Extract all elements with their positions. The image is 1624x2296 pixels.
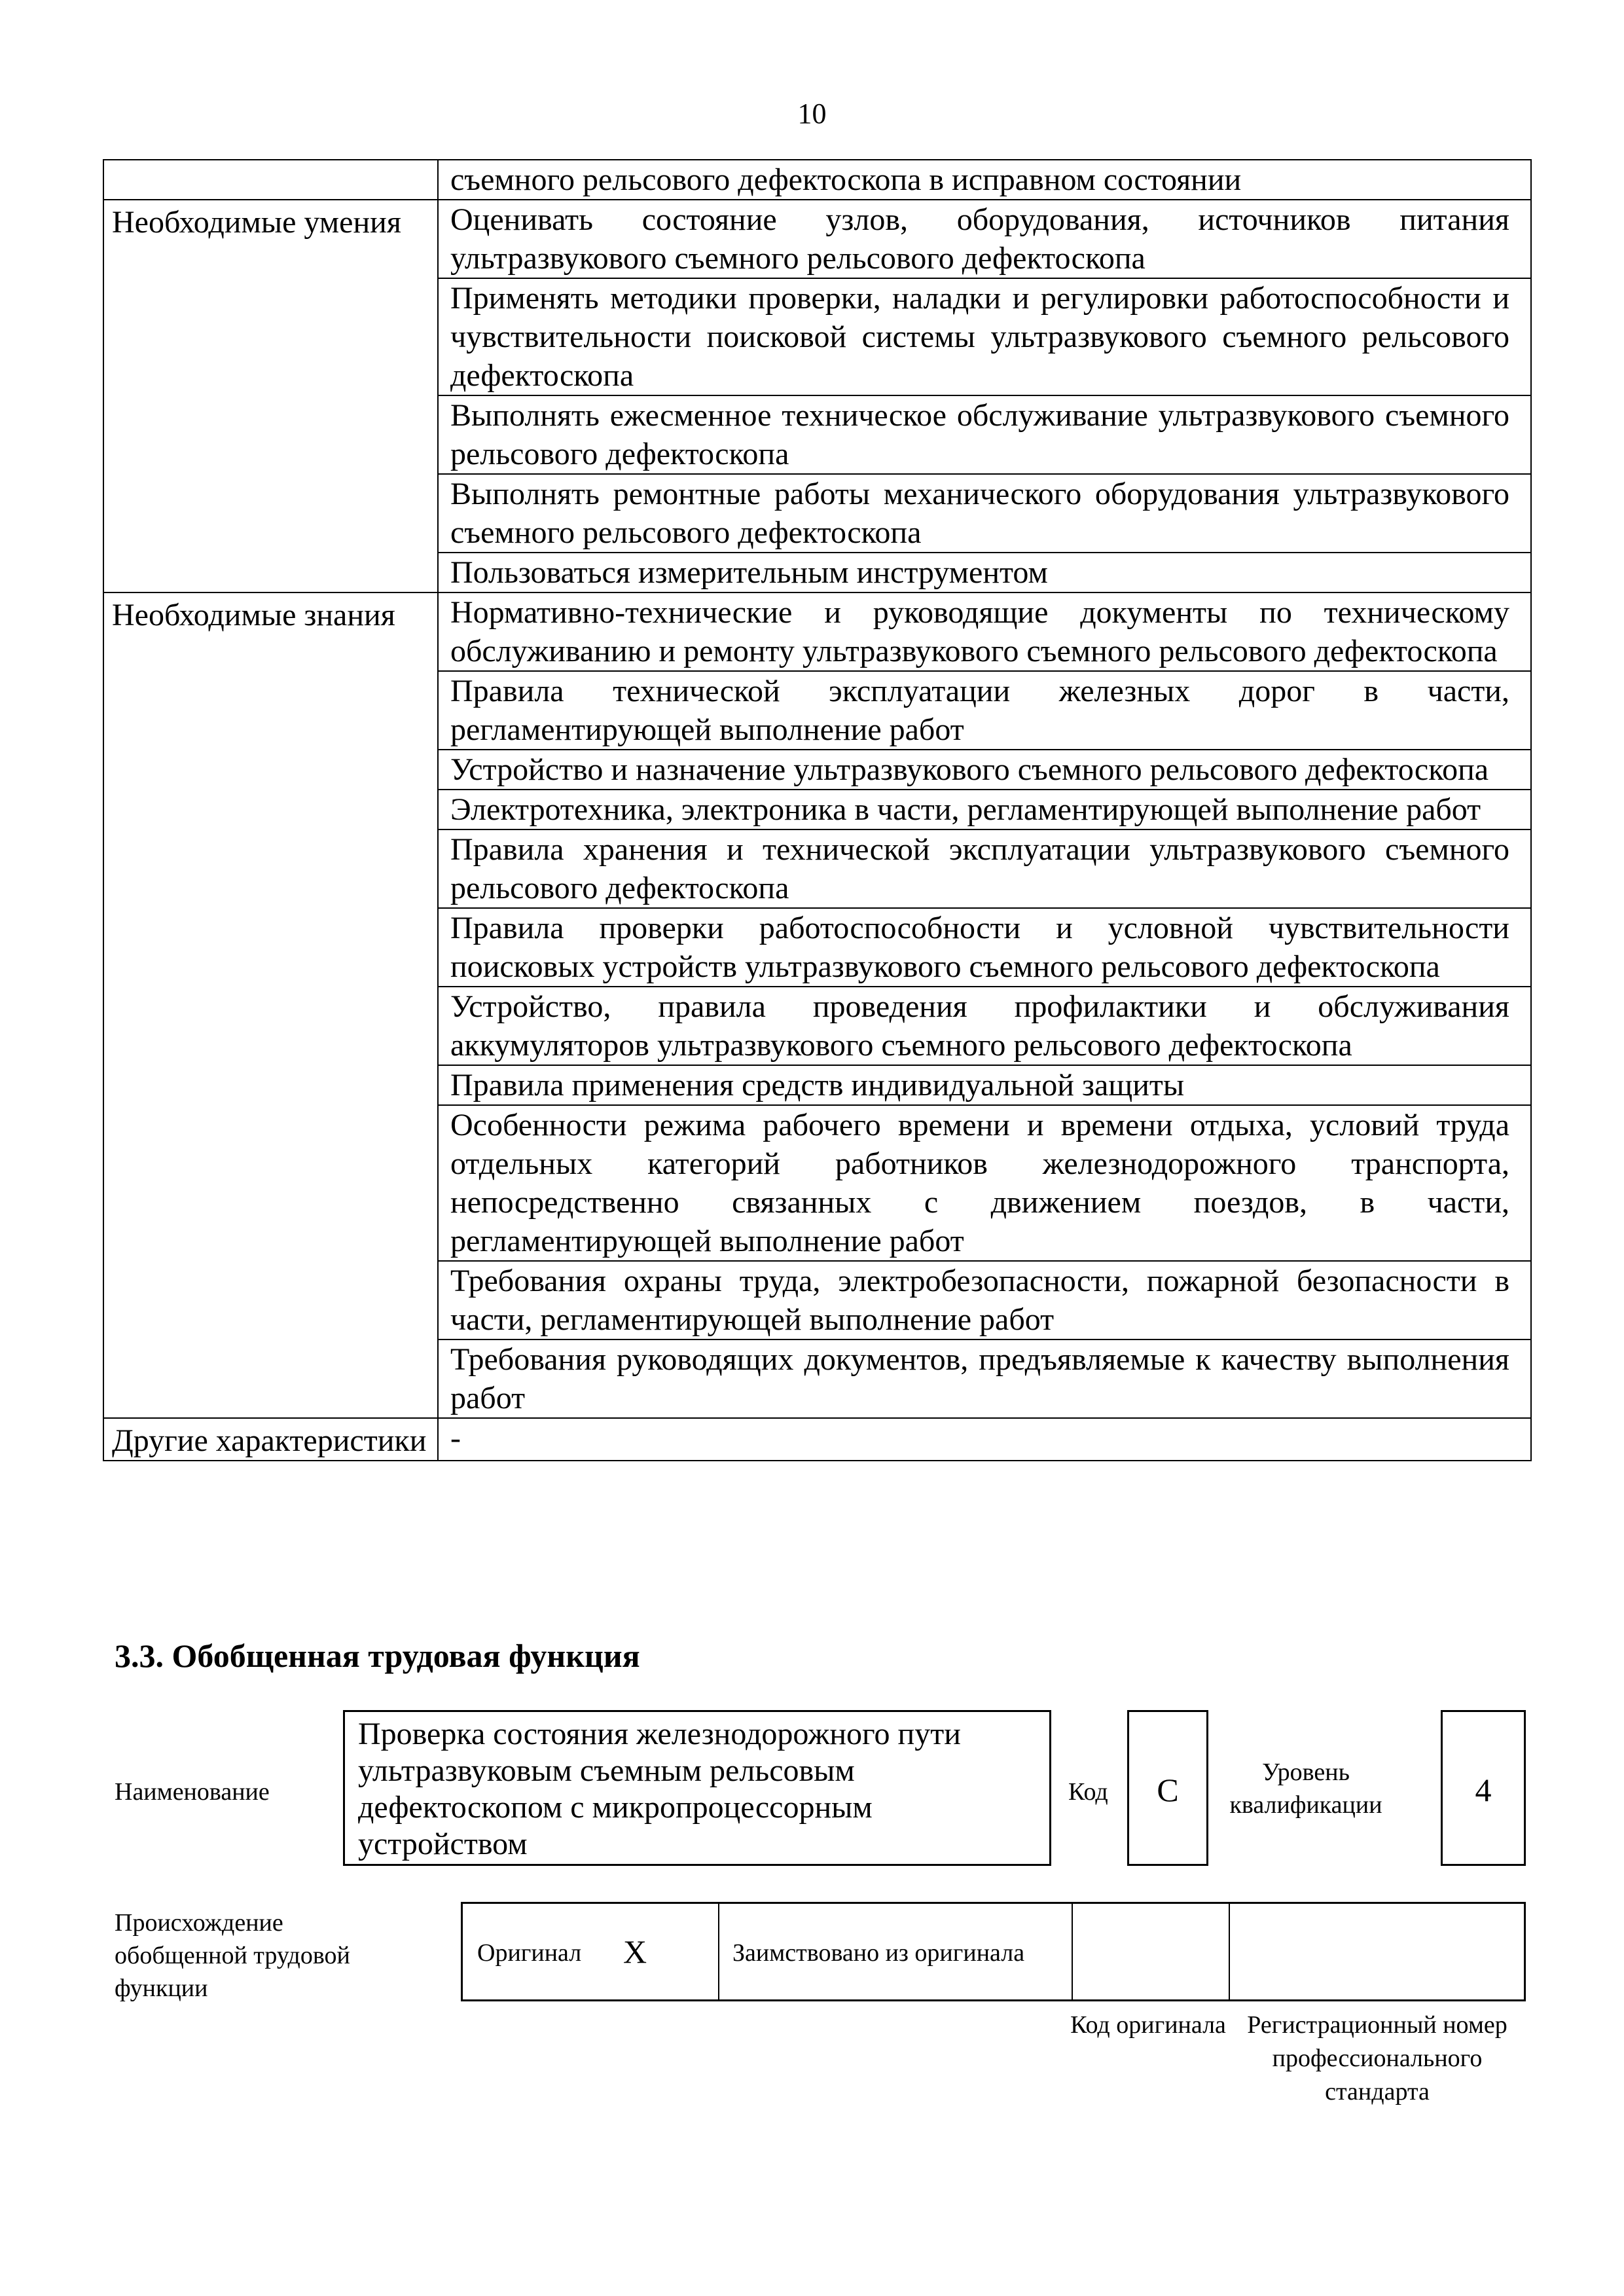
skill-item: Оценивать состояние узлов, оборудования, источников питания ультразвукового съемного рельсового дефектоскопа xyxy=(438,200,1531,278)
knowledge-item: Требования охраны труда, электробезопасности, пожарной безопасности в части, регламентирующей выполнение работ xyxy=(438,1261,1531,1339)
knowledge-item: Устройство и назначение ультразвукового съемного рельсового дефектоскопа xyxy=(438,750,1531,790)
code-label: Код xyxy=(1068,1778,1108,1806)
borrowed-cell xyxy=(718,1904,1073,1999)
table-row xyxy=(103,1418,1531,1461)
origin-row xyxy=(461,1902,1526,2001)
original-cell xyxy=(463,1904,719,1999)
other-value: - xyxy=(438,1418,1531,1461)
skills-label: Необходимые умения xyxy=(103,200,438,592)
name-value: Проверка состояния железнодорожного пути ультразвуковым съемным рельсовым дефектоскопом с микропроцессорным устройством xyxy=(358,1717,961,1861)
registration-caption: Регистрационный номер профессионального стандарта xyxy=(1247,2011,1507,2105)
name-label: Наименование xyxy=(115,1778,270,1806)
skill-item: Выполнять ежесменное техническое обслуживание ультразвукового съемного рельсового дефектоскопа xyxy=(438,395,1531,474)
level-value: 4 xyxy=(1441,1710,1526,1866)
table-row xyxy=(103,160,1531,200)
registration-number-cell xyxy=(1229,1904,1524,1999)
skill-item: Пользоваться измерительным инструментом xyxy=(438,553,1531,592)
page-number: 10 xyxy=(797,98,827,130)
skill-item: Выполнять ремонтные работы механического оборудования ультразвукового съемного рельсового дефектоскопа xyxy=(438,474,1531,553)
level-label: Уровень квалификации xyxy=(1229,1758,1382,1819)
knowledge-item: Правила технической эксплуатации железных дорог в части, регламентирующей выполнение работ xyxy=(438,671,1531,750)
requirements-table xyxy=(103,159,1532,1461)
original-label: Оригинал xyxy=(477,1939,582,1967)
section-title: 3.3. Обобщенная трудовая функция xyxy=(115,1637,640,1674)
knowledge-item: Требования руководящих документов, предъявляемые к качеству выполнения работ xyxy=(438,1339,1531,1418)
name-value-box xyxy=(343,1710,1051,1866)
knowledge-item: Электротехника, электроника в части, регламентирующей выполнение работ xyxy=(438,790,1531,829)
original-code-cell xyxy=(1072,1904,1230,1999)
table-row xyxy=(103,200,1531,278)
empty-label-cell xyxy=(103,160,438,200)
borrowed-label: Заимствовано из оригинала xyxy=(732,1939,1025,1967)
table-row xyxy=(103,592,1531,671)
original-code-caption: Код оригинала xyxy=(1070,2011,1226,2039)
knowledge-item: Нормативно-технические и руководящие документы по техническому обслуживанию и ремонту ультразвукового съемного рельсового дефектоскопа xyxy=(438,592,1531,671)
continuation-cell: съемного рельсового дефектоскопа в исправном состоянии xyxy=(438,160,1531,200)
code-value: C xyxy=(1127,1710,1208,1866)
origin-label: Происхождение обобщенной трудовой функции xyxy=(115,1909,350,2002)
other-label: Другие характеристики xyxy=(103,1418,438,1461)
knowledge-item: Правила применения средств индивидуальной защиты xyxy=(438,1065,1531,1105)
skill-item: Применять методики проверки, наладки и регулировки работоспособности и чувствительности поисковой системы ультразвукового съемного рельсового дефектоскопа xyxy=(438,278,1531,395)
knowledge-label: Необходимые знания xyxy=(103,592,438,1418)
knowledge-item: Правила проверки работоспособности и условной чувствительности поисковых устройств ультразвукового съемного рельсового дефектоскопа xyxy=(438,908,1531,987)
knowledge-item: Устройство, правила проведения профилактики и обслуживания аккумуляторов ультразвукового съемного рельсового дефектоскопа xyxy=(438,987,1531,1065)
original-mark: X xyxy=(623,1933,647,1970)
knowledge-item: Правила хранения и технической эксплуатации ультразвукового съемного рельсового дефектоскопа xyxy=(438,829,1531,908)
knowledge-item: Особенности режима рабочего времени и времени отдыха, условий труда отдельных категорий работников железнодорожного транспорта, непосредственно связанных с движением поездов, в части, регламентирующей выполнение работ xyxy=(438,1105,1531,1261)
